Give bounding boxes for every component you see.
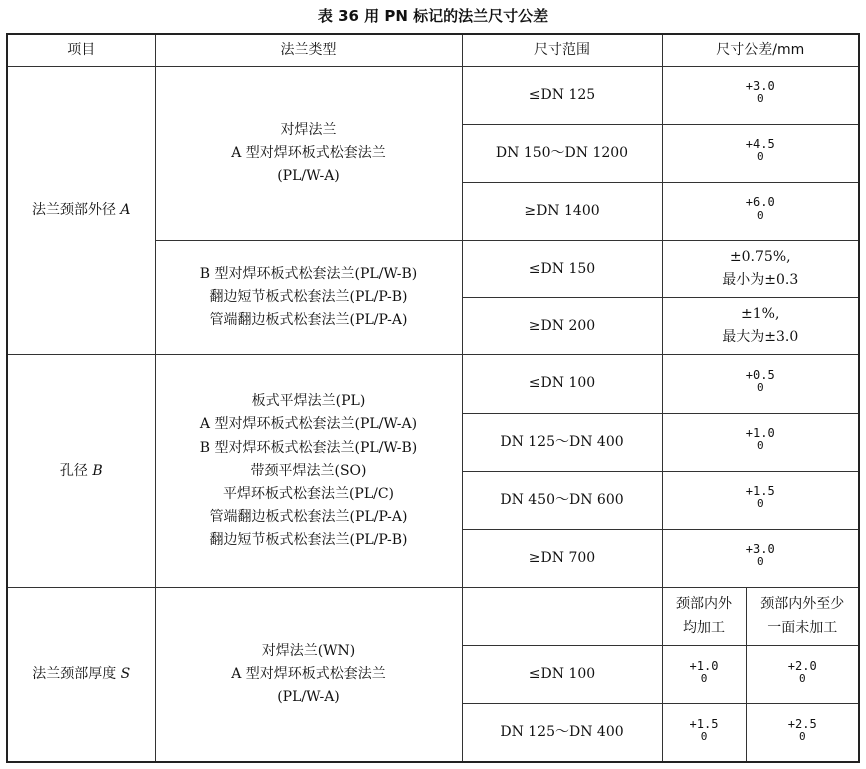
tolerance-upper: +1.5 <box>689 716 719 731</box>
tolerance-lower: 0 <box>756 150 764 164</box>
sub-header-line: 均加工 <box>683 619 725 636</box>
type-line: 管端翻边板式松套法兰(PL/P-A) <box>209 312 408 329</box>
sub-header-line: 颈部内外至少 <box>760 596 845 613</box>
type-line: A 型对焊环板式松套法兰(PL/W-A) <box>199 416 418 433</box>
tolerance-cell <box>662 646 746 704</box>
tolerance-upper: +0.5 <box>745 367 775 382</box>
tolerance-lower: 0 <box>756 380 764 394</box>
type-line: 平焊环板式松套法兰(PL/C) <box>222 485 395 502</box>
tolerance-line: 最大为±3.0 <box>722 329 799 346</box>
header-row <box>7 34 859 66</box>
tolerance-upper: +3.0 <box>745 542 775 557</box>
item-symbol: S <box>120 665 131 682</box>
tolerance-line: ±1%, <box>741 306 780 323</box>
tolerance-upper: +1.0 <box>745 425 775 440</box>
range-cell: ≥DN 200 <box>462 298 662 355</box>
table-row <box>7 66 859 124</box>
tolerance-upper: +3.0 <box>745 79 775 94</box>
type-line: (PL/W-A) <box>277 167 340 184</box>
tolerance-lower: 0 <box>756 208 764 222</box>
range-cell: ≥DN 1400 <box>462 182 662 240</box>
item-label: 法兰颈部外径 <box>31 201 116 218</box>
tolerance-line: 最小为±0.3 <box>722 272 799 289</box>
tolerance-lower: 0 <box>756 439 764 453</box>
table-row <box>7 355 859 413</box>
tolerance-lower: 0 <box>700 729 708 743</box>
type-cell <box>155 587 462 762</box>
type-line: 翻边短节板式松套法兰(PL/P-B) <box>209 531 408 548</box>
tolerance-cell <box>662 124 859 182</box>
range-cell-empty <box>462 587 662 645</box>
type-line: 板式平焊法兰(PL) <box>251 393 366 410</box>
range-cell: ≥DN 700 <box>462 529 662 587</box>
tolerance-cell <box>662 298 859 355</box>
type-cell <box>155 66 462 240</box>
tolerance-lower: 0 <box>756 92 764 106</box>
tolerance-upper: +6.0 <box>745 195 775 210</box>
tolerance-cell <box>662 704 746 762</box>
tolerance-upper: +1.0 <box>689 658 719 673</box>
range-cell: DN 450～DN 600 <box>462 471 662 529</box>
item-label: 法兰颈部厚度 <box>32 665 117 682</box>
sub-header-unmachined <box>746 587 859 645</box>
tolerance-upper: +1.5 <box>745 484 775 499</box>
tolerance-lower: 0 <box>798 671 806 685</box>
header-type: 法兰类型 <box>155 34 462 66</box>
range-cell: DN 150～DN 1200 <box>462 124 662 182</box>
item-cell-b <box>7 355 155 588</box>
tolerance-lower: 0 <box>756 555 764 569</box>
tolerance-cell <box>662 241 859 298</box>
type-line: 管端翻边板式松套法兰(PL/P-A) <box>209 508 408 525</box>
header-tolerance: 尺寸公差/mm <box>662 34 859 66</box>
header-range: 尺寸范围 <box>462 34 662 66</box>
type-line: 翻边短节板式松套法兰(PL/P-B) <box>209 289 408 306</box>
tolerance-cell <box>662 529 859 587</box>
sub-header-machined <box>662 587 746 645</box>
range-cell: ≤DN 125 <box>462 66 662 124</box>
type-cell <box>155 241 462 355</box>
tolerance-upper: +2.0 <box>787 658 817 673</box>
item-symbol: A <box>120 201 131 218</box>
tolerance-cell <box>662 471 859 529</box>
tolerance-lower: 0 <box>756 497 764 511</box>
type-line: 带颈平焊法兰(SO) <box>250 462 367 479</box>
table-caption: 表 36 用 PN 标记的法兰尺寸公差 <box>317 7 549 25</box>
type-line: 对焊法兰(WN) <box>261 642 356 659</box>
range-cell: ≤DN 150 <box>462 241 662 298</box>
type-line: B 型对焊环板式松套法兰(PL/W-B) <box>199 266 418 283</box>
tolerance-lower: 0 <box>700 671 708 685</box>
tolerance-cell <box>662 355 859 413</box>
type-line: (PL/W-A) <box>277 689 340 706</box>
sub-header-line: 颈部内外 <box>676 596 732 613</box>
type-line: 对焊法兰 <box>280 121 337 138</box>
tolerance-upper: +4.5 <box>745 137 775 152</box>
range-cell: DN 125～DN 400 <box>462 413 662 471</box>
table-row <box>7 587 859 645</box>
tolerance-cell <box>662 413 859 471</box>
tolerance-cell <box>746 646 859 704</box>
tolerance-table <box>6 33 860 763</box>
tolerance-lower: 0 <box>798 729 806 743</box>
range-cell: ≤DN 100 <box>462 355 662 413</box>
type-line: B 型对焊环板式松套法兰(PL/W-B) <box>199 439 418 456</box>
tolerance-cell <box>746 704 859 762</box>
header-item: 项目 <box>7 34 155 66</box>
tolerance-cell <box>662 66 859 124</box>
tolerance-upper: +2.5 <box>787 716 817 731</box>
type-line: A 型对焊环板式松套法兰 <box>231 665 386 682</box>
tolerance-cell <box>662 182 859 240</box>
type-line: A 型对焊环板式松套法兰 <box>231 144 386 161</box>
sub-header-line: 一面未加工 <box>767 619 838 636</box>
range-cell: ≤DN 100 <box>462 646 662 704</box>
item-cell-a <box>7 66 155 355</box>
item-symbol: B <box>92 462 103 479</box>
item-label: 孔径 <box>59 462 88 479</box>
item-cell-s <box>7 587 155 762</box>
range-cell: DN 125～DN 400 <box>462 704 662 762</box>
type-cell <box>155 355 462 588</box>
tolerance-line: ±0.75%, <box>729 249 791 266</box>
